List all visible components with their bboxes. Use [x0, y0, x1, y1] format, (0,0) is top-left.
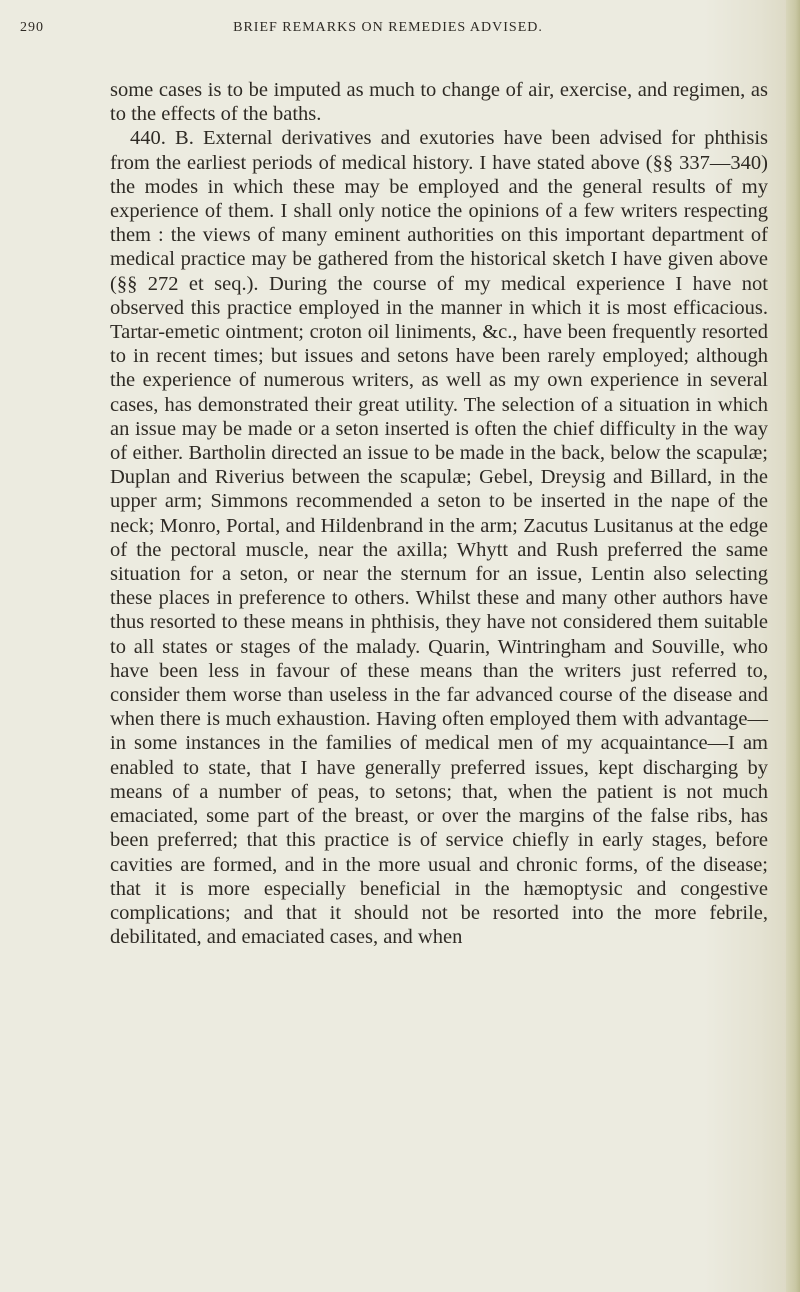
running-head: BRIEF REMARKS ON REMEDIES ADVISED. [233, 20, 543, 35]
page-header [20, 20, 740, 40]
page-number: 290 [20, 20, 44, 35]
paragraph-440: 440. B. External derivatives and exutories have been advised for phthisis from the earliest periods of medical history. I have stated above (§§ 337—340) the modes in which these may be employed and the general results of my experience of them. I shall only notice the opinions of a few writers respecting them : the views of many eminent authorities on this important department of medical practice may be gathered from the historical sketch I have given above (§§ 272 et seq.). During the course of my medical experience I have not observed this practice employed in the manner in which it is most efficacious. Tartar-emetic ointment; croton oil liniments, &c., have been frequently resorted to in recent times; but issues and setons have been rarely employed; although the experience of numerous writers, as well as my own experience in several cases, has demonstrated their great utility. The selection of a situation in which an issue may be made or a seton inserted is often the chief difficulty in the way of either. Bartholin directed an issue to be made in the back, below the scapulæ; Duplan and Riverius between the scapulæ; Gebel, Dreysig and Billard, in the upper arm; Simmons recommended a seton to be inserted in the nape of the neck; Monro, Portal, and Hildenbrand in the arm; Zacutus Lusitanus at the edge of the pectoral muscle, near the axilla; Whytt and Rush preferred the same situation for a seton, or near the sternum for an issue, Lentin also selecting these places in preference to others. Whilst these and many other authors have thus resorted to these means in phthisis, they have not considered them suitable to all states or stages of the malady. Quarin, Wintringham and Souville, who have been less in favour of these means than the writers just referred to, consider them worse than useless in the far advanced course of the disease and when there is much exhaustion. Having often employed them with advantage—in some instances in the families of medical men of my acquaintance—I am enabled to state, that I have generally preferred issues, kept discharging by means of a number of peas, to setons; that, when the patient is not much emaciated, some part of the breast, or over the margins of the false ribs, has been preferred; that this practice is of service chiefly in early stages, before cavities are formed, and in the more usual and chronic forms, of the disease; that it is more especially beneficial in the hæmoptysic and congestive complications; and that it should not be resorted into the more febrile, debilitated, and emaciated cases, and when [110, 127, 768, 949]
page-edge [786, 0, 800, 1292]
paragraph-continuation: some cases is to be imputed as much to change of air, exercise, and regimen, as to the effects of the baths. [110, 79, 768, 126]
body-text [110, 78, 768, 949]
